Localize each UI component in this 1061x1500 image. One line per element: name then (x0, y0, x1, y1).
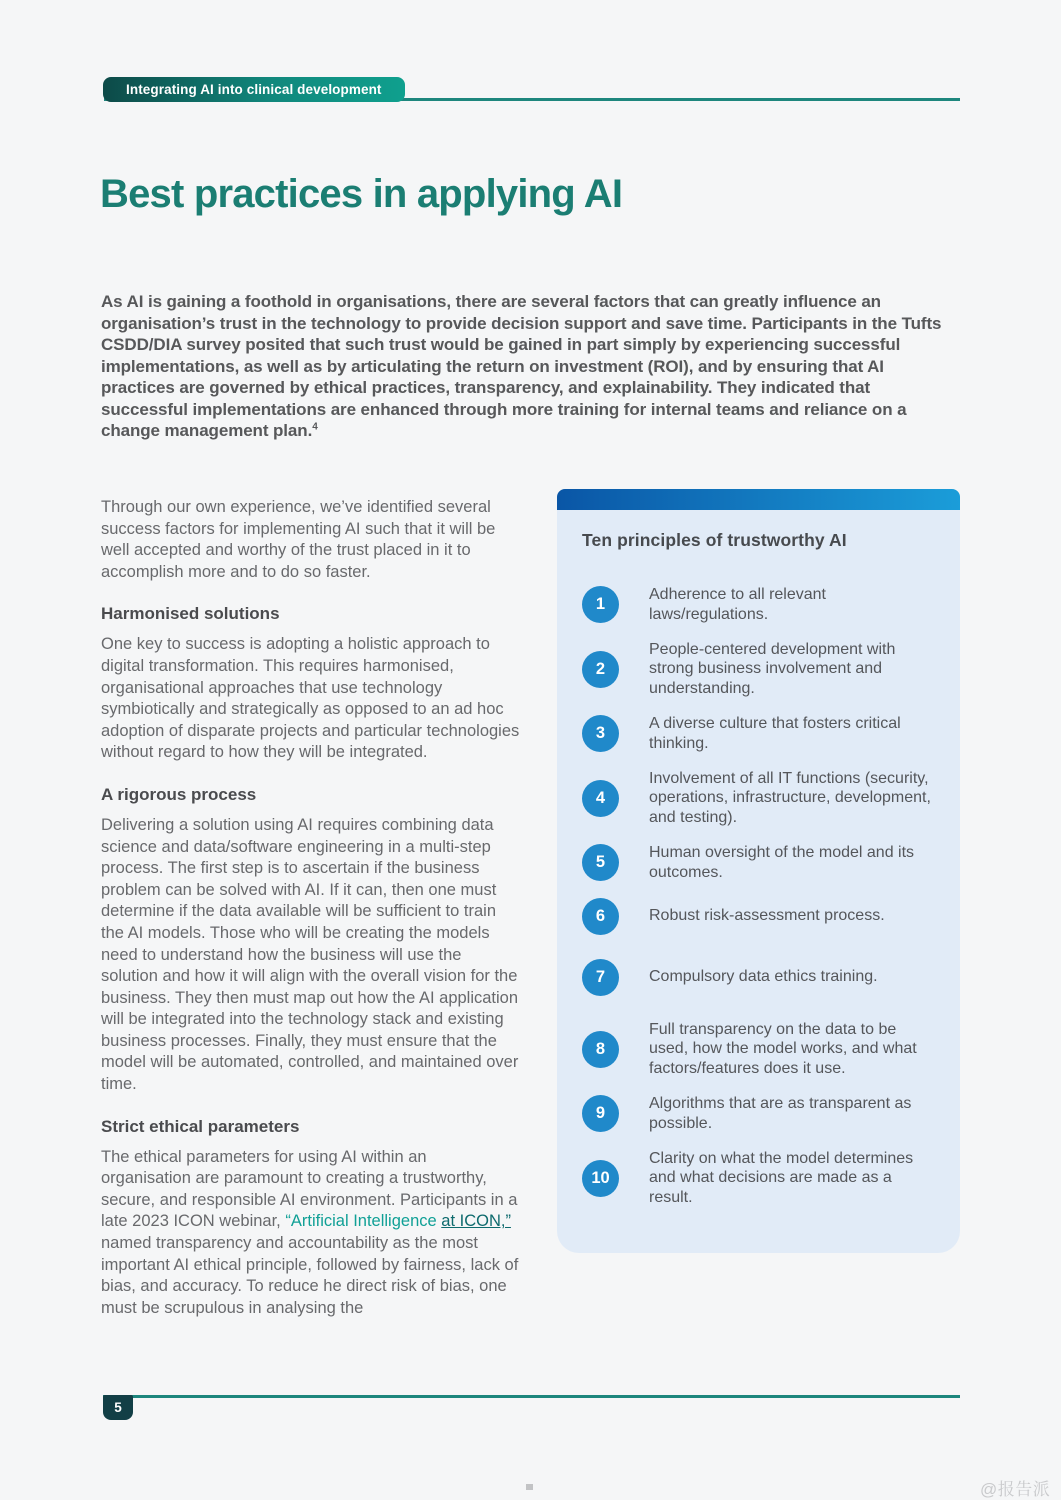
principle-text: A diverse culture that fosters critical thinking. (649, 714, 901, 752)
page-number: 5 (114, 1400, 122, 1415)
principle-item (582, 769, 934, 828)
principle-item (582, 1020, 934, 1079)
section-heading-rigorous-process: A rigorous process (101, 784, 257, 804)
icon-webinar-link[interactable] (285, 1212, 511, 1230)
principle-number-badge: 8 (582, 1031, 619, 1068)
lead-paragraph: Through our own experience, we’ve identified several success factors for implementing AI such that it will be well accepted and worthy of the trust placed in it to accomplish more and to do so faster. (101, 498, 496, 581)
page-mark-square (526, 1484, 533, 1490)
principle-text: Compulsory data ethics training. (649, 968, 878, 986)
section-heading-strict-ethical-parameters: Strict ethical parameters (101, 1116, 300, 1136)
principle-item (582, 959, 934, 996)
principle-number-badge: 5 (582, 844, 619, 881)
principle-text: Human oversight of the model and its outcomes. (649, 843, 915, 881)
principle-number-badge: 7 (582, 959, 619, 996)
principle-number-badge: 2 (582, 651, 619, 688)
ethics-text-after-link: named transparency and accountability as the most important AI ethical principle, followed by fairness, lack of bias, and accuracy. To reduce he direct risk of bias, one must be scrupulous in analysing the (101, 1234, 519, 1317)
principle-text: Involvement of all IT functions (security, operations, infrastructure, development, and testing). (649, 769, 931, 827)
principle-text: Adherence to all relevant laws/regulations. (649, 586, 826, 623)
section-body-harmonised-solutions: One key to success is adopting a holistic approach to digital transformation. This requires harmonised, organisational approaches that use technology symbiotically and strategically as opposed to an ad hoc adoption of disparate projects and particular technologies without regard to how they will be integrated. (101, 635, 520, 762)
section-body-strict-ethical-parameters (101, 1147, 521, 1320)
intro-paragraph (101, 291, 953, 442)
principle-text: Robust risk-assessment process. (649, 907, 885, 925)
principle-number-badge: 10 (582, 1160, 619, 1197)
panel-title: Ten principles of trustworthy AI (582, 530, 847, 550)
principle-item (582, 843, 934, 883)
principle-number-badge: 1 (582, 586, 619, 623)
intro-text: As AI is gaining a foothold in organisations, there are several factors that can greatly influence an organisation’s trust in the technology to provide decision support and save time. Participants in the Tufts CSDD/DIA survey posited that such trust would be gained in part simply by experiencing successful implementations, as well as by articulating the return on investment (ROI), and by ensuring that AI practices are governed by ethical practices, transparency, and explainability. They indicated that successful implementations are enhanced through more training for internal teams and reliance on a change management plan. (101, 292, 942, 440)
principle-item (582, 714, 934, 754)
icon-webinar-link-part2[interactable]: at ICON,” (441, 1212, 511, 1231)
watermark: @报告派 (980, 1480, 1051, 1499)
section-tag (103, 77, 405, 102)
principle-item (582, 898, 934, 935)
page-title: Best practices in applying AI (100, 172, 623, 216)
page-number-tab (103, 1395, 133, 1420)
principle-number-badge: 6 (582, 898, 619, 935)
section-tag-label: Integrating AI into clinical development (126, 82, 382, 97)
panel-body (557, 510, 960, 1253)
icon-webinar-link-part1[interactable]: “Artificial Intelligence (285, 1212, 442, 1231)
footnote-marker[interactable]: 4 (312, 421, 318, 433)
principle-text: Algorithms that are as transparent as possible. (649, 1094, 912, 1132)
ten-principles-panel (557, 489, 960, 1253)
left-column (101, 497, 521, 1340)
principle-number-badge: 9 (582, 1095, 619, 1132)
principle-text: Full transparency on the data to be used, how the model works, and what factors/features does it use. (649, 1020, 917, 1078)
principle-item (582, 1094, 934, 1134)
ethics-text-before-link: The ethical parameters for using AI within an organisation are paramount to creating a trustworthy, secure, and responsible AI environment. Participants in a late 2023 ICON webinar, (101, 1147, 518, 1231)
principle-number-badge: 4 (582, 780, 619, 817)
footer-rule (103, 1395, 960, 1398)
principle-item (582, 640, 934, 699)
section-heading-harmonised-solutions: Harmonised solutions (101, 604, 280, 624)
principle-item (582, 1149, 934, 1208)
section-body-rigorous-process: Delivering a solution using AI requires combining data science and data/software engineering in a multi-step process. The first step is to ascertain if the business problem can be solved with AI. If it can, then one must determine if the data available will be sufficient to train the AI models. Those who will be creating the models need to understand how the business will use the solution and how it will align with the overall vision for the business. They then must map out how the AI application will be integrated into the technology stack and existing business processes. Finally, they must ensure that the model will be automated, controlled, and maintained over time. (101, 815, 519, 1094)
principle-item (582, 585, 934, 625)
principle-text: Clarity on what the model determines and what decisions are made as a result. (649, 1149, 914, 1207)
principle-text: People-centered development with strong business involvement and understanding. (649, 640, 896, 698)
panel-accent-bar (557, 489, 960, 510)
principle-number-badge: 3 (582, 715, 619, 752)
